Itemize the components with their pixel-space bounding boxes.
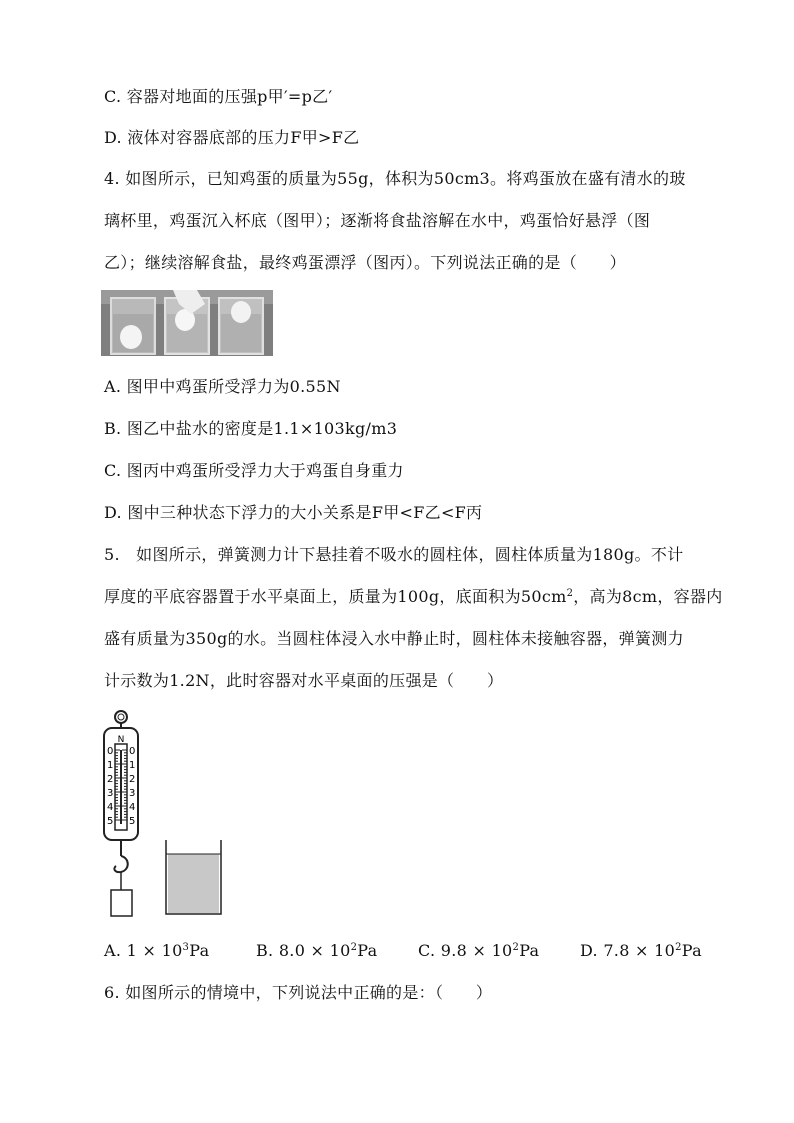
q5-stem-line3: 盛有质量为350g的水。当圆柱体浸入水中静止时，圆柱体未接触容器，弹簧测力 xyxy=(104,629,684,648)
q4-option-d: D. 图中三种状态下浮力的大小关系是F甲<F乙<F丙 xyxy=(104,503,483,522)
q5-stem-line4: 计示数为1.2N，此时容器对水平桌面的压强是（ ） xyxy=(104,671,504,690)
q4-option-a: A. 图甲中鸡蛋所受浮力为0.55N xyxy=(104,377,341,396)
q5-stem-line2: 厚度的平底容器置于水平桌面上，质量为100g，底面积为$50cm^2$，高为8cm，容器内 xyxy=(104,587,723,606)
scale-tick-left-2: 2 xyxy=(107,774,114,785)
scale-tick-right-0: 0 xyxy=(129,746,136,757)
spring-scale-figure xyxy=(100,706,230,920)
prev-option-c: C. 容器对地面的压强p甲′=p乙′ xyxy=(104,87,333,106)
q4-option-c: C. 图丙中鸡蛋所受浮力大于鸡蛋自身重力 xyxy=(104,461,404,480)
q5-stem-line1: 5. 如图所示，弹簧测力计下悬挂着不吸水的圆柱体，圆柱体质量为180g。不计 xyxy=(104,545,684,564)
q4-stem-line3: 乙）；继续溶解食盐，最终鸡蛋漂浮（图丙）。下列说法正确的是（ ） xyxy=(104,253,626,272)
scale-tick-left-0: 0 xyxy=(107,746,114,757)
q6-stem-line1: 6. 如图所示的情境中，下列说法中正确的是：（ ） xyxy=(104,983,493,1002)
prev-option-d: D. 液体对容器底部的压力F甲>F乙 xyxy=(104,128,360,147)
scale-tick-right-1: 1 xyxy=(129,760,136,771)
q5-option-a: A. $1 \times 10^3Pa$ xyxy=(104,941,210,960)
scale-unit-label: N xyxy=(117,735,125,745)
scale-tick-left-1: 1 xyxy=(107,760,114,771)
scale-tick-right-2: 2 xyxy=(129,774,136,785)
q5-option-d: D. $7.8 \times 10^2Pa$ xyxy=(580,941,702,960)
scale-tick-left-5: 5 xyxy=(107,816,114,827)
scale-tick-left-4: 4 xyxy=(107,802,114,813)
scale-tick-right-3: 3 xyxy=(129,788,136,799)
scale-tick-right-5: 5 xyxy=(129,816,136,827)
q4-stem-line2: 璃杯里，鸡蛋沉入杯底（图甲）；逐渐将食盐溶解在水中，鸡蛋恰好悬浮（图 xyxy=(104,211,651,230)
egg-glasses-photo xyxy=(101,290,273,356)
q4-stem-line1: 4. 如图所示，已知鸡蛋的质量为55g，体积为50cm3。将鸡蛋放在盛有清水的玻 xyxy=(104,169,686,188)
q5-option-c: C. $9.8 \times 10^2Pa$ xyxy=(418,941,540,960)
scale-tick-left-3: 3 xyxy=(107,788,114,799)
q5-option-b: B. $8.0 \times 10^2Pa$ xyxy=(256,941,378,960)
q4-option-b: B. 图乙中盐水的密度是1.1×103kg/m3 xyxy=(104,419,398,438)
scale-tick-right-4: 4 xyxy=(129,802,136,813)
